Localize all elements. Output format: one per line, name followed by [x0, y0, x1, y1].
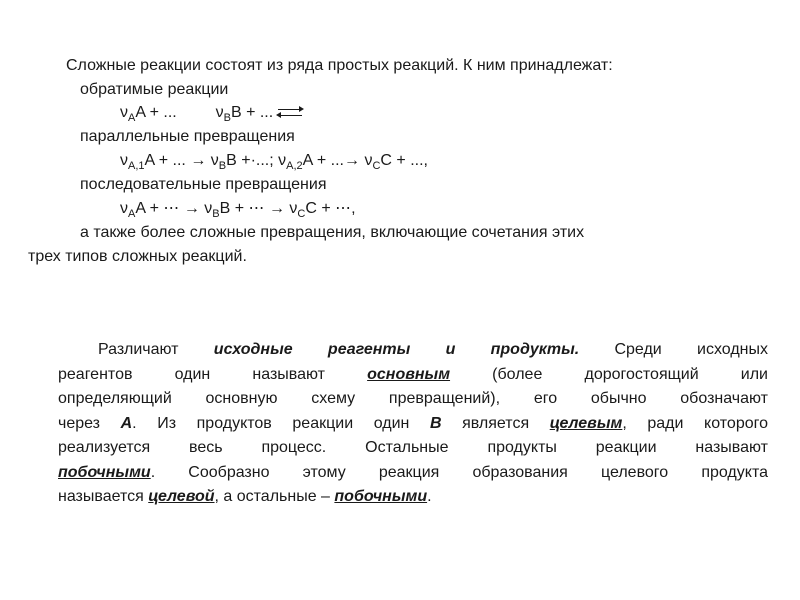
paragraph-line: реализуется весь процесс. Остальные продукты реакции называют	[58, 439, 768, 456]
paragraph-line: определяющий основную схему превращений), его обычно обозначают	[58, 390, 768, 407]
paragraph-line: называется целевой, а остальные – побочными.	[58, 488, 432, 505]
also-text-continued: трех типов сложных реакций.	[28, 248, 247, 265]
also-text: а также более сложные превращения, включающие сочетания этих	[80, 224, 585, 241]
reversible-label: обратимые реакции	[80, 81, 229, 98]
paragraph-line: реагентов один называют основным (более дорогостоящий или	[58, 365, 768, 383]
definitions-paragraph	[58, 338, 768, 510]
intro-text: Сложные реакции состоят из ряда простых реакций. К ним принадлежат:	[66, 57, 613, 74]
paragraph-line: Различают исходные реагенты и продукты. Среди исходных	[98, 341, 769, 358]
sequential-equation: $\nu_AA$ + ⋯ → $\nu_BB$ + ⋯ → $\nu_CC$ + ⋯,	[120, 200, 356, 220]
sequential-label: последовательные превращения	[80, 176, 327, 193]
equilibrium-arrows-icon	[278, 105, 304, 119]
reversible-equation: $\nu_AA$ + ... $\nu_BB$ + ...	[120, 103, 304, 123]
paragraph-line: через A. Из продуктов реакции один B является целевым, ради которого	[58, 414, 768, 432]
paragraph-line: побочными. Сообразно этому реакция образования целевого продукта	[58, 463, 768, 481]
parallel-equation: $\nu_{A,1}A$ + ... → $\nu_BB$ +·...; $\nu_{A,2}A$ + ...→ $\nu_CC$ + ...,	[120, 152, 428, 172]
parallel-label: параллельные превращения	[80, 128, 295, 145]
